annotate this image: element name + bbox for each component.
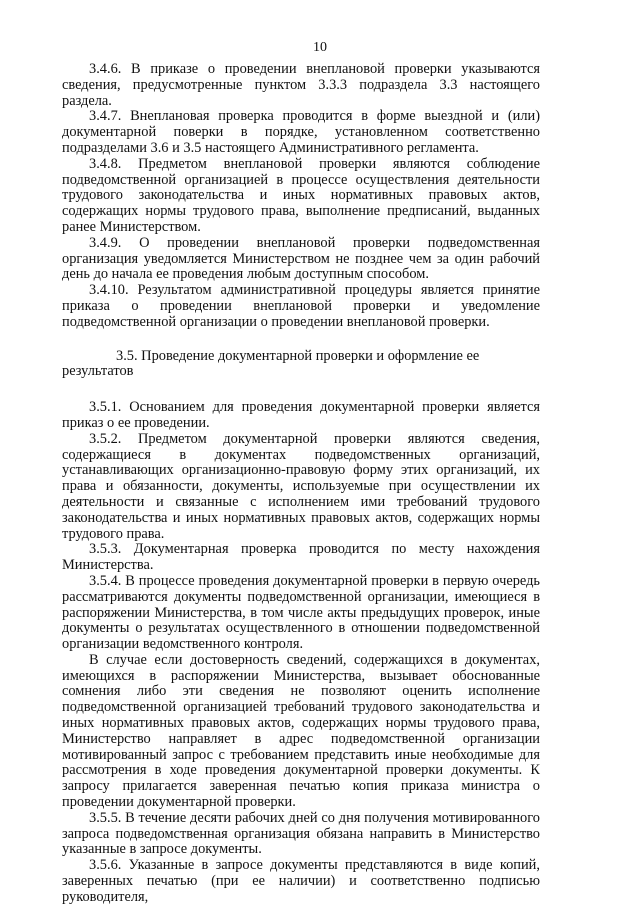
paragraph-3-4-10: 3.4.10. Результатом административной процедуры является принятие приказа о проведении внеплановой проверки и уведомление подведомственной организации о проведении внеплановой проверки. xyxy=(62,282,540,330)
paragraph-3-5-5: 3.5.5. В течение десяти рабочих дней со дня получения мотивированного запроса подведомственная организация обязана направить в Министерство указанные в запросе документы. xyxy=(62,809,540,858)
paragraph-3-5-2: 3.5.2. Предметом документарной проверки являются сведения, содержащиеся в документах подведомственных организаций, устанавливающих организационно-правовую форму этих организаций, их права и обязанности, документы, используемые при осуществлении их деятельности и связанные с исполнением ими требований трудового законодательства и иных нормативных правовых актов, содержащих нормы трудового права. xyxy=(62,430,540,542)
paragraph-3-5-4-continued: В случае если достоверность сведений, содержащихся в документах, имеющихся в распоряжении Министерства, вызывает обоснованные сомнения либо эти сведения не позволяют оценить исполнение подведомственной организацией требований трудового законодательства и иных нормативных правовых актов, содержащих нормы трудового права, Министерство направляет в адрес подведомственной организации мотивированный запрос с требованием представить иные необходимые для рассмотрения в ходе проведения документарной проверки документы. К запросу прилагается заверенная печатью копия приказа министра о проведении документарной проверки. xyxy=(62,651,540,811)
page-number: 10 xyxy=(313,40,327,55)
paragraph-3-5-4: 3.5.4. В процессе проведения документарной проверки в первую очередь рассматриваются документы подведомственной организации, имеющиеся в распоряжении Министерства, в том числе акты предыдущих проверок, иные документы о результатах осуществленного в отношении подведомственной организации ведомственного контроля. xyxy=(62,572,540,653)
paragraph-3-5-3: 3.5.3. Документарная проверка проводится по месту нахождения Министерства. xyxy=(62,541,540,574)
paragraph-3-4-8: 3.4.8. Предметом внеплановой проверки являются соблюдение подведомственной организацией в процессе осуществления деятельности трудового законодательства и иных нормативных правовых актов, содержащих нормы трудового права, выполнение предписаний, выданных ранее Министерством. xyxy=(62,155,540,235)
document-body xyxy=(62,62,540,906)
section-heading-3-5: 3.5. Проведение документарной проверки и оформление ее результатов xyxy=(62,347,480,380)
paragraph-3-4-7: 3.4.7. Внеплановая проверка проводится в форме выездной и (или) документарной поверки в порядке, установленном соответственно подразделами 3.6 и 3.5 настоящего Административного регламента. xyxy=(62,108,540,156)
paragraph-3-5-6: 3.5.6. Указанные в запросе документы представляются в виде копий, заверенных печатью (при ее наличии) и соответственно подписью руководителя, xyxy=(62,857,540,905)
paragraph-3-5-1: 3.5.1. Основанием для проведения документарной проверки является приказ о ее проведении. xyxy=(62,399,540,431)
paragraph-3-4-9: 3.4.9. О проведении внеплановой проверки подведомственная организация уведомляется Министерством не позднее чем за один рабочий день до начала ее проведения любым доступным способом. xyxy=(62,234,540,283)
paragraph-3-4-6: 3.4.6. В приказе о проведении внеплановой проверки указываются сведения, предусмотренные пунктом 3.3.3 подраздела 3.3 настоящего раздела. xyxy=(62,61,540,109)
